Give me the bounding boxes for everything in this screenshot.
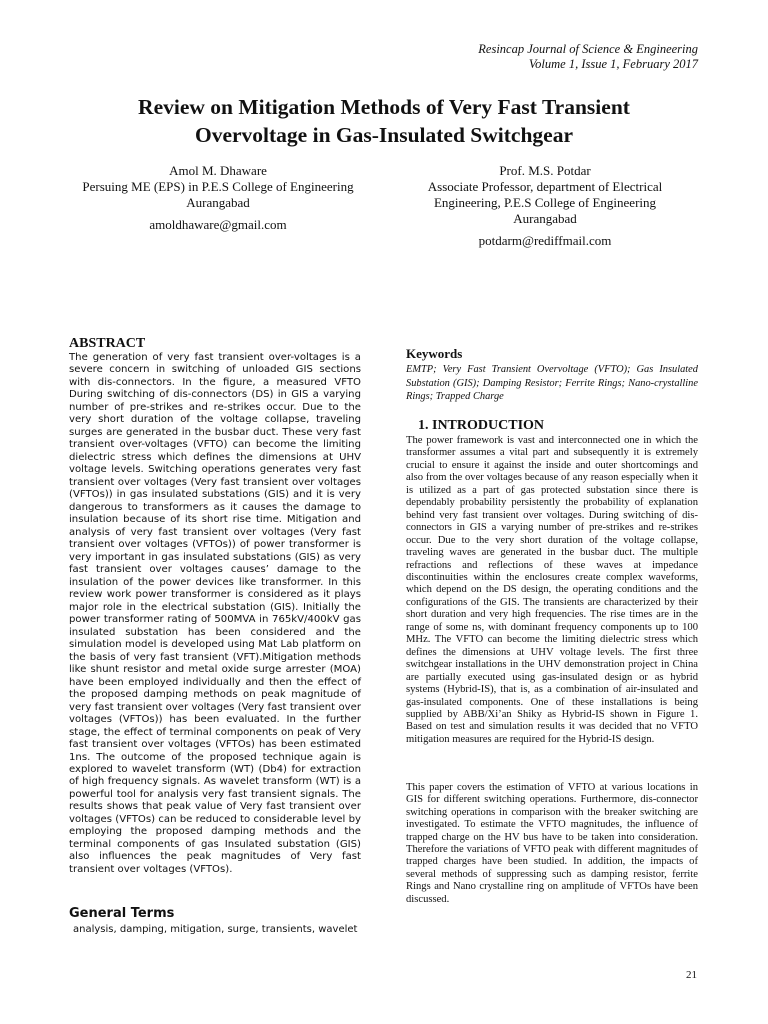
author-email: potdarm@rediffmail.com bbox=[478, 233, 612, 248]
introduction-paragraph-2: This paper covers the estimation of VFTO at various locations in GIS for different switching operations. Furthermore, dis-connector switching operations in comparison with the breaker switching are investigated. To estimate the VFTO magnitudes, the influence of trapped charge on the HV bus have to be taken into consideration. Therefore the variations of VFTO peak with different magnitudes of trapped charges have been studied. In addition, the impacts of several methods of suppressing such as damping resistor, ferrite Rings and Nano crystalline ring on amplitude of VFTOs have been discussed. bbox=[406, 782, 698, 905]
introduction-heading: 1. INTRODUCTION bbox=[418, 418, 545, 433]
general-terms-text: analysis, damping, mitigation, surge, transients, wavelet bbox=[73, 924, 358, 935]
author-name: Prof. M.S. Potdar bbox=[499, 163, 591, 178]
author-block-1 bbox=[68, 163, 368, 233]
author-block-2 bbox=[405, 163, 685, 249]
introduction-paragraph-1: The power framework is vast and interconnected one in which the transformer assumes a vital part and subsequently it is extremely crucial to ensure it against the inside and outer shortcomings and also from the over voltages because of any reason especially when it is utilized as a part of gas protected substation since there is dependably probability persistently the probability of explanation behind very fast transient over voltages. During switching of dis-connectors in GIS a varying number of pre-strikes and re-strikes occur. Due to the very short duration of the voltage collapse, traveling waves are generated in the busbar duct. The multiple refractions and reflections of these waves at impedance discontinuities within the enclosures create complex waveforms, which depend on the DS design, the operating conditions and the configurations of the GIS. The transients are characterized by their short duration and very high frequencies. The rise times are in the range of some ns, with dominant frequency components up to 100 MHz. The VFTO can become the limiting dielectric stress which defines the dimensions at UHV voltage levels. The first three switchgear installations in the UHV demonstration project in China are partially executed using gas-insulated design or as hybrid systems (Hybrid-IS), that is, as a combination of air-insulated and gas-insulated components. One of these installations is being supplied by ABB/Xi’an Shiky as Hybrid-IS shown in Figure 1. Based on test and simulation results it was decided that no VFTO mitigation measures are required for the Hybrid-IS design. bbox=[406, 435, 698, 745]
journal-name: Resincap Journal of Science & Engineering bbox=[478, 42, 698, 56]
abstract-heading: ABSTRACT bbox=[69, 336, 146, 351]
author-name: Amol M. Dhaware bbox=[169, 163, 267, 178]
author-email: amoldhaware@gmail.com bbox=[149, 217, 287, 232]
author-affiliation: Aurangabad bbox=[513, 211, 577, 226]
paper-title-line-2: Overvoltage in Gas-Insulated Switchgear bbox=[194, 123, 574, 147]
general-terms-heading: General Terms bbox=[69, 906, 175, 921]
keywords-heading: Keywords bbox=[406, 346, 463, 361]
paper-title bbox=[60, 93, 708, 149]
author-affiliation: Aurangabad bbox=[186, 195, 250, 210]
journal-header bbox=[478, 42, 698, 72]
paper-title-line-1: Review on Mitigation Methods of Very Fast Transient bbox=[138, 95, 630, 119]
author-affiliation: Associate Professor, department of Electrical bbox=[427, 179, 663, 194]
abstract-text: The generation of very fast transient over-voltages is a severe concern in switching of unloaded GIS sections with dis-connectors. In the figure, a measured VFTO During switching of dis-connectors (DS) in GIS a varying number of pre-strikes and re-strikes occur. Due to the very short duration of the voltage collapse, traveling surges are generated in the busbar duct. These very fast transient over-voltages (VFTO) can become the limiting dielectric stress which defines the dimensions at UHV voltage levels. Switching operations generates very fast transient over voltages (Very fast transient over voltages (VFTOs)) in gas insulated substations (GIS) and it is very dangerous to transformers as it causes the damage to insulation because of its short rise time. Mitigation and analysis of very fast transient over voltages (Very fast transient over voltages (VFTOs)) of power transformer is very important in gas insulated substations (GIS) as very fast transient over voltages causes’ damage to the insulation of the power devices like transformer. In this review work power transformer is considered as it plays major role in the electrical substation (GIS). Initially the power transformer rating of 500MVA in 765kV/400kV gas insulated substation has been considered and the simulation model is developed using Mat Lab platform on the basis of very fast transient (VFT).Mitigation methods like shunt resistor and metal oxide surge arrester (MOA) have been employed individually and then the effect of the proposed damping methods on peak magnitude of very fast transient over voltages (Very fast transient over voltages (VFTOs)) has been evaluated. In the further stage, the effect of terminal components on peak of Very fast transient over voltages (VFTOs) has been estimated 1ns. The outcome of the proposed technique again is explored to wavelet transform (WT) (Db4) for extraction of high frequency signals. As wavelet transform (WT) is a powerful tool for analysis very fast transient signals. The results shows that peak value of Very fast transient over voltages (VFTOs) can be reduced to considerable level by employing the proposed damping methods and the terminal components of gas Insulated substation (GIS) also influences the peak magnitudes of Very fast transient over voltages (VFTOs). bbox=[69, 352, 361, 875]
keywords-text: EMTP; Very Fast Transient Overvoltage (VFTO); Gas Insulated Substation (GIS); Damping Resistor; Ferrite Rings; Nano-crystalline Rings; Trapped Charge bbox=[406, 364, 698, 402]
author-affiliation: Engineering, P.E.S College of Engineering bbox=[433, 195, 657, 210]
journal-issue: Volume 1, Issue 1, February 2017 bbox=[528, 57, 698, 71]
author-affiliation: Persuing ME (EPS) in P.E.S College of Engineering bbox=[82, 179, 354, 194]
page-number: 21 bbox=[686, 969, 697, 981]
